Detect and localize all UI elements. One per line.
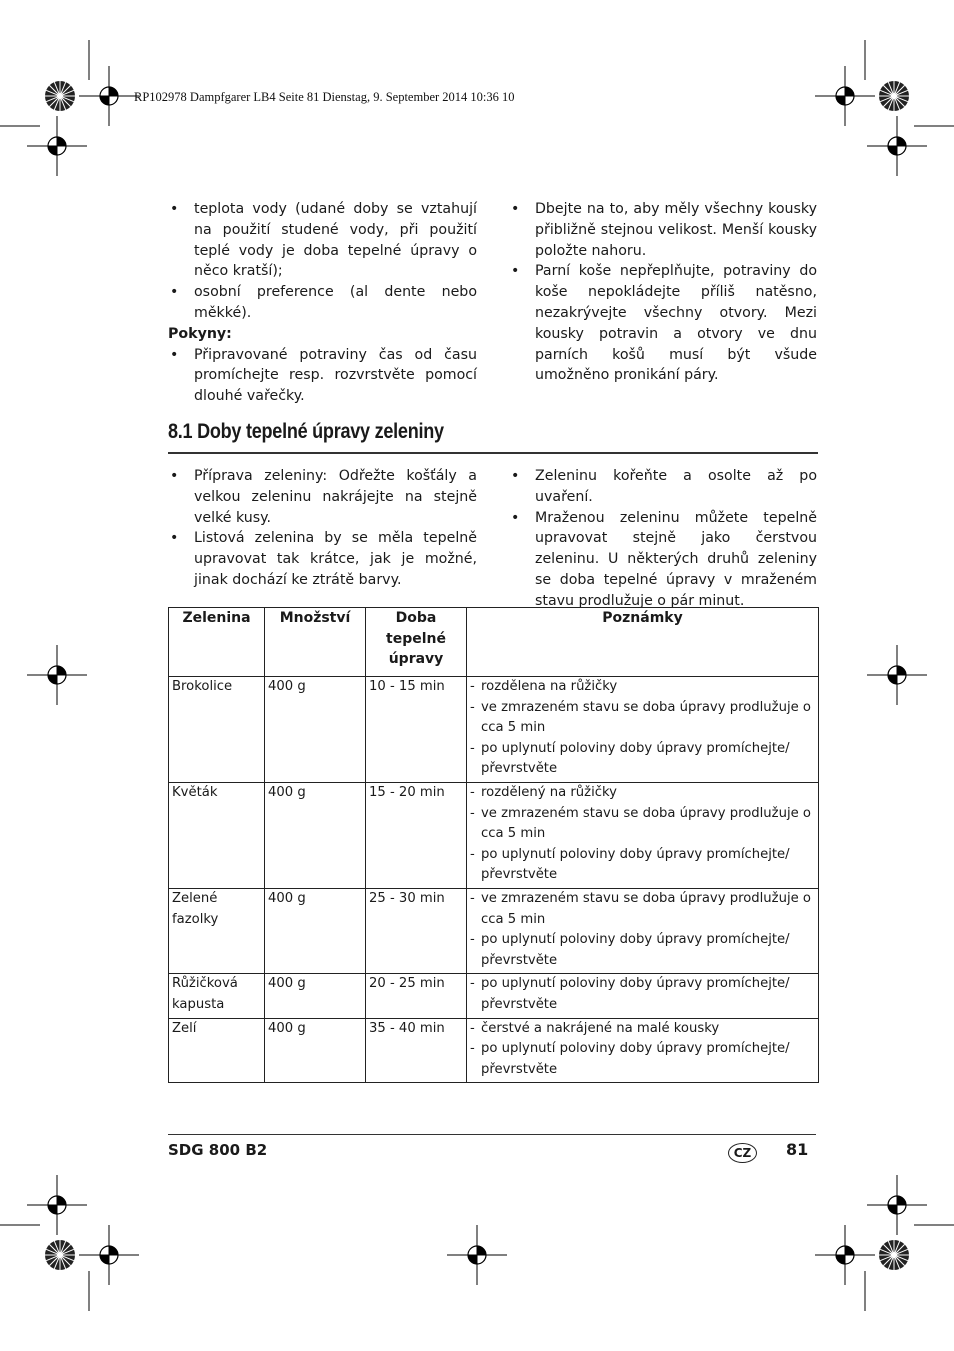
- note-item: - ve zmrazeném stavu se doba úpravy prodlužuje o cca 5 min: [469, 698, 815, 739]
- note-item: - rozdělený na růžičky: [469, 783, 815, 804]
- cell-amount: 400 g: [265, 782, 366, 888]
- cell-amount: 400 g: [265, 677, 366, 783]
- cell-vegetable: Zelené fazolky: [169, 888, 265, 973]
- registration-cross-icon: [867, 1175, 927, 1235]
- note-item: - čerstvé a nakrájené na malé kousky: [469, 1019, 815, 1040]
- registration-cross-icon: [27, 116, 87, 176]
- cell-vegetable: Květák: [169, 782, 265, 888]
- header-time: Doba tepelné úpravy: [366, 608, 467, 677]
- list-item: • Zeleninu kořeňte a osolte až po uvaření.: [509, 466, 817, 508]
- cell-time: 25 - 30 min: [366, 888, 467, 973]
- registration-cross-icon: [27, 1175, 87, 1235]
- section-title: 8.1 Doby tepelné úpravy zeleniny: [168, 420, 444, 443]
- registration-cross-icon: [867, 116, 927, 176]
- note-item: - po uplynutí poloviny doby úpravy promíchejte/ převrstvěte: [469, 739, 815, 780]
- cell-time: 15 - 20 min: [366, 782, 467, 888]
- registration-cross-icon: [815, 66, 875, 126]
- cell-vegetable: Brokolice: [169, 677, 265, 783]
- list-item: • Příprava zeleniny: Odřežte košťály a velkou zeleninu nakrájejte na stejně velké kusy.: [168, 466, 477, 528]
- cell-time: 35 - 40 min: [366, 1018, 467, 1083]
- list-item: • Listová zelenina by se měla tepelně upravovat tak krátce, jak je možné, jinak dochází ke ztrátě barvy.: [168, 528, 477, 590]
- cell-amount: 400 g: [265, 1018, 366, 1083]
- list-item: • Připravované potraviny čas od času promíchejte resp. rozvrstvěte pomocí dlouhé vařečky.: [168, 345, 477, 407]
- registration-cross-icon: [447, 1225, 507, 1285]
- registration-cross-icon: [815, 1225, 875, 1285]
- list-item: • teplota vody (udané doby se vztahují na použití studené vody, při použití teplé vody je doba tepelné úpravy o něco kratší);: [168, 199, 477, 282]
- registration-cross-icon: [867, 645, 927, 705]
- language-badge: CZ: [728, 1143, 757, 1163]
- cell-vegetable: Růžičková kapusta: [169, 974, 265, 1018]
- cell-amount: 400 g: [265, 974, 366, 1018]
- note-item: - rozdělena na růžičky: [469, 677, 815, 698]
- print-header: RP102978 Dampfgarer LB4 Seite 81 Dienstag, 9. September 2014 10:36 10: [134, 90, 515, 104]
- note-item: - po uplynutí poloviny doby úpravy promíchejte/ převrstvěte: [469, 974, 815, 1015]
- list-item: • Dbejte na to, aby měly všechny kousky přibližně stejnou velikost. Menší kousky položte nahoru.: [509, 199, 817, 261]
- cell-amount: 400 g: [265, 888, 366, 973]
- note-item: - po uplynutí poloviny doby úpravy promíchejte/ převrstvěte: [469, 1039, 815, 1080]
- cell-time: 10 - 15 min: [366, 677, 467, 783]
- cell-time: 20 - 25 min: [366, 974, 467, 1018]
- page-number: 81: [786, 1140, 809, 1159]
- note-item: - po uplynutí poloviny doby úpravy promíchejte/ převrstvěte: [469, 930, 815, 971]
- model-number: SDG 800 B2: [168, 1141, 268, 1159]
- note-item: - ve zmrazeném stavu se doba úpravy prodlužuje o cca 5 min: [469, 804, 815, 845]
- cell-vegetable: Zelí: [169, 1018, 265, 1083]
- registration-cross-icon: [27, 645, 87, 705]
- registration-star-icon: [879, 81, 909, 111]
- list-item: • Mraženou zeleninu můžete tepelně upravovat stejně jako čerstvou zeleninu. U některých druhů zeleniny se doba tepelné úpravy v mraženém stavu prodlužuje o pár minut.: [509, 508, 817, 612]
- header-amount: Množství: [265, 608, 366, 677]
- note-item: - ve zmrazeném stavu se doba úpravy prodlužuje o cca 5 min: [469, 889, 815, 930]
- registration-cross-icon: [79, 66, 139, 126]
- registration-cross-icon: [79, 1225, 139, 1285]
- header-notes: Poznámky: [467, 608, 819, 677]
- list-item: • osobní preference (al dente nebo měkké).: [168, 282, 477, 324]
- note-item: - po uplynutí poloviny doby úpravy promíchejte/ převrstvěte: [469, 845, 815, 886]
- registration-star-icon: [45, 81, 75, 111]
- registration-star-icon: [45, 1240, 75, 1270]
- instructions-label: Pokyny:: [168, 325, 232, 342]
- list-item: • Parní koše nepřeplňujte, potraviny do koše nepokládejte příliš natěsno, nezakrývejte všechny otvory. Mezi kousky potravin a otvory ve dnu parních košů musí být všude umožněno pronikání páry.: [509, 261, 817, 386]
- registration-star-icon: [879, 1240, 909, 1270]
- header-vegetable: Zelenina: [169, 608, 265, 677]
